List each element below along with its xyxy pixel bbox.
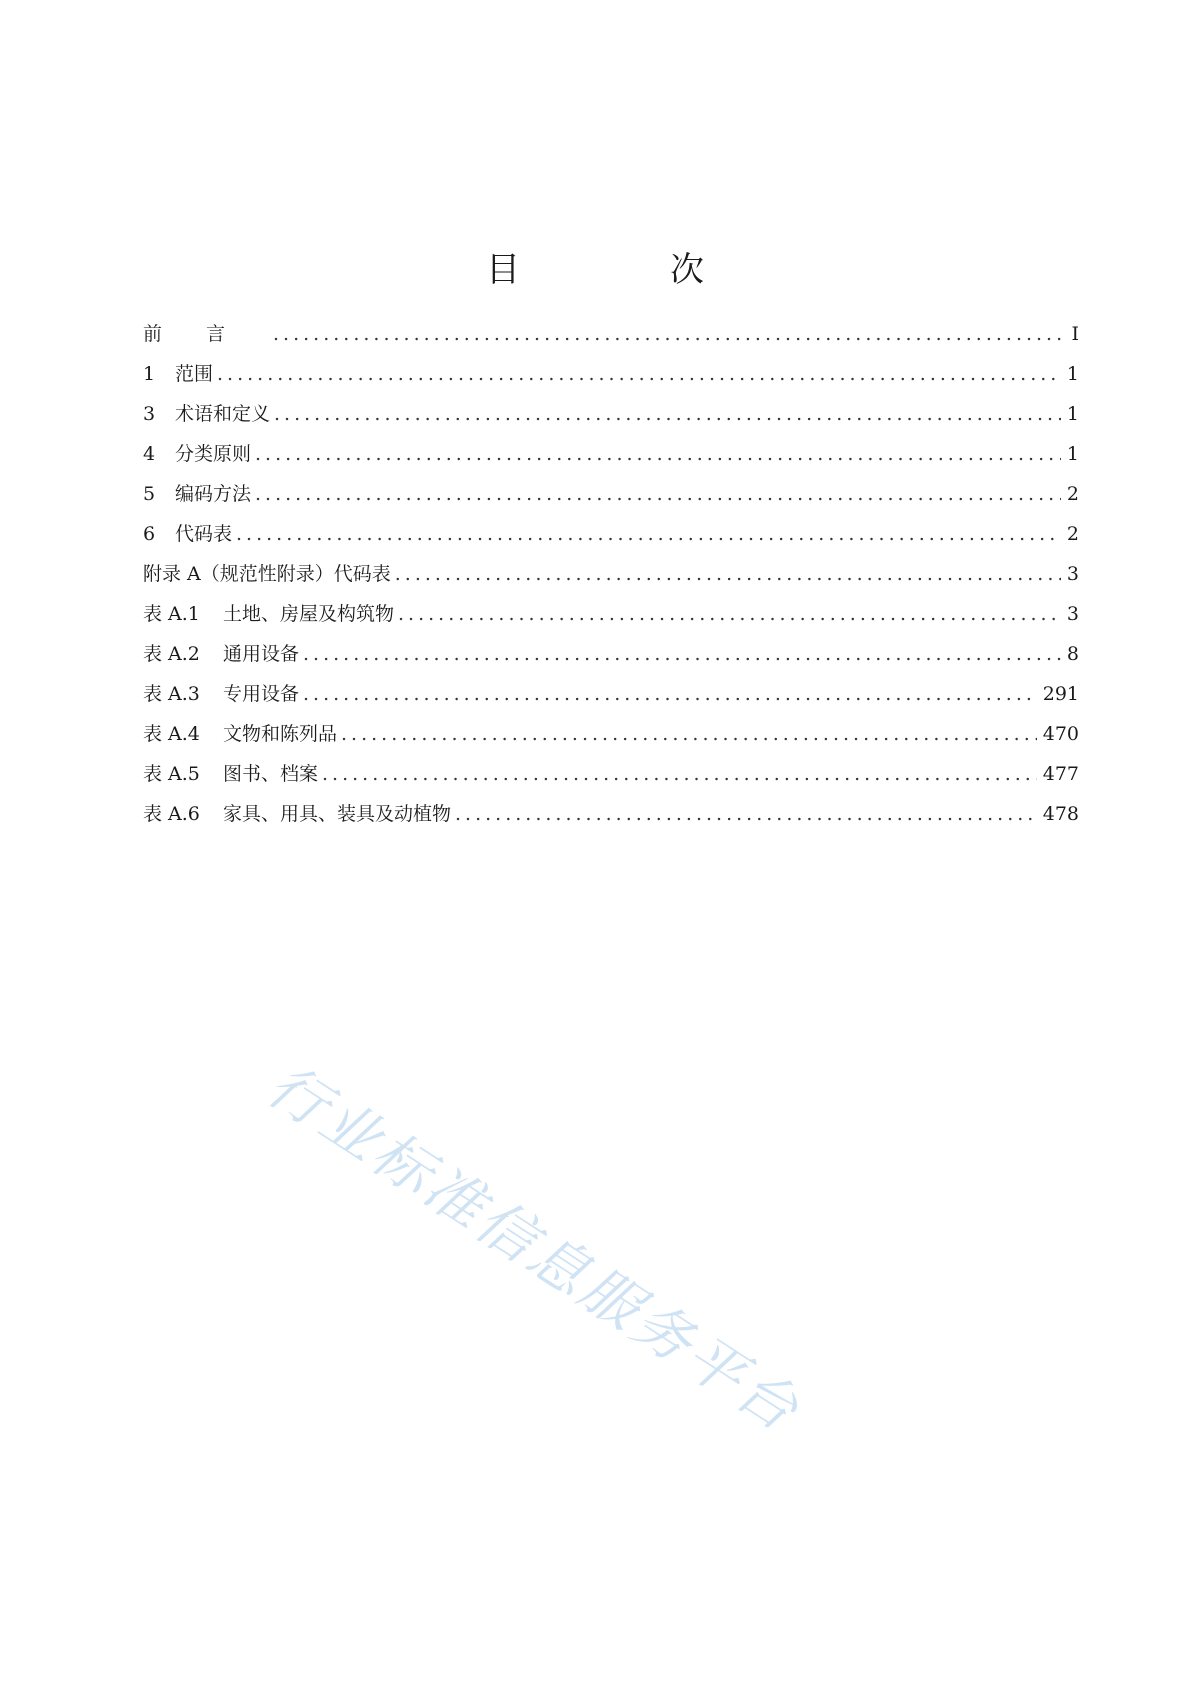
toc-entry-number: 表 A.5: [143, 763, 200, 785]
toc-entry-page: 478: [1042, 803, 1079, 825]
toc-entry-number: 表 A.1: [143, 603, 200, 625]
toc-entry-number: 表 A.2: [143, 643, 200, 665]
toc-entry-classification[interactable]: [143, 434, 1079, 474]
toc-leader-dots: [303, 634, 1061, 674]
toc-entry-foreword[interactable]: [143, 314, 1079, 354]
toc-entry-page: 1: [1066, 443, 1079, 465]
toc-entry-number: 1: [143, 363, 156, 385]
toc-entry-appendix-a[interactable]: [143, 554, 1079, 594]
toc-entry-table-a4[interactable]: [143, 714, 1079, 754]
toc-entry-label: 通用设备: [223, 643, 300, 665]
toc-entry-number: 表 A.3: [143, 683, 200, 705]
toc-entry-number: 4: [143, 443, 156, 465]
toc-entry-page: I: [1071, 323, 1079, 345]
toc-entry-table-a6[interactable]: [143, 794, 1079, 834]
toc-entry-page: 3: [1066, 563, 1079, 585]
toc-entry-label: 代码表: [175, 523, 233, 545]
toc-entry-label: 附录 A（规范性附录）代码表: [143, 563, 391, 585]
toc-leader-dots: [303, 674, 1037, 714]
toc-entry-label: 分类原则: [175, 443, 252, 465]
toc-entry-number: 3: [143, 403, 156, 425]
toc-entry-number: 5: [143, 483, 156, 505]
toc-leader-dots: [398, 594, 1061, 634]
toc-entry-page: 2: [1066, 523, 1079, 545]
toc-entry-label: 前言: [143, 323, 270, 345]
toc-entry-coding[interactable]: [143, 474, 1079, 514]
toc-entry-page: 470: [1042, 723, 1079, 745]
toc-leader-dots: [395, 554, 1061, 594]
toc-leader-dots: [217, 354, 1061, 394]
toc-entry-table-a1[interactable]: [143, 594, 1079, 634]
table-of-contents: [143, 314, 1079, 834]
toc-leader-dots: [274, 394, 1061, 434]
toc-entry-number: 表 A.4: [143, 723, 200, 745]
toc-leader-dots: [322, 754, 1037, 794]
toc-entry-page: 477: [1042, 763, 1079, 785]
toc-leader-dots: [341, 714, 1037, 754]
toc-entry-number: 表 A.6: [143, 803, 200, 825]
toc-entry-number: 6: [143, 523, 156, 545]
toc-leader-dots: [255, 434, 1061, 474]
toc-leader-dots: [236, 514, 1061, 554]
page-title: 目 次: [486, 250, 762, 290]
toc-entry-label: 编码方法: [175, 483, 252, 505]
toc-leader-dots: [255, 474, 1061, 514]
toc-entry-label: 术语和定义: [175, 403, 271, 425]
toc-entry-label: 文物和陈列品: [223, 723, 338, 745]
toc-leader-dots: [455, 794, 1037, 834]
toc-entry-label: 专用设备: [223, 683, 300, 705]
toc-entry-page: 291: [1042, 683, 1079, 705]
toc-entry-label: 图书、档案: [223, 763, 319, 785]
toc-entry-table-a2[interactable]: [143, 634, 1079, 674]
toc-entry-code-table[interactable]: [143, 514, 1079, 554]
toc-entry-page: 3: [1066, 603, 1079, 625]
toc-entry-page: 8: [1066, 643, 1079, 665]
toc-entry-page: 1: [1066, 363, 1079, 385]
toc-entry-label: 土地、房屋及构筑物: [223, 603, 395, 625]
toc-entry-page: 2: [1066, 483, 1079, 505]
toc-entry-label: 家具、用具、装具及动植物: [223, 803, 452, 825]
toc-entry-page: 1: [1066, 403, 1079, 425]
toc-entry-label: 范围: [175, 363, 214, 385]
toc-entry-table-a3[interactable]: [143, 674, 1079, 714]
toc-entry-table-a5[interactable]: [143, 754, 1079, 794]
toc-entry-terms[interactable]: [143, 394, 1079, 434]
toc-leader-dots: [273, 314, 1065, 354]
watermark: 行业标准信息服务平台: [255, 1050, 813, 1446]
toc-entry-scope[interactable]: [143, 354, 1079, 394]
